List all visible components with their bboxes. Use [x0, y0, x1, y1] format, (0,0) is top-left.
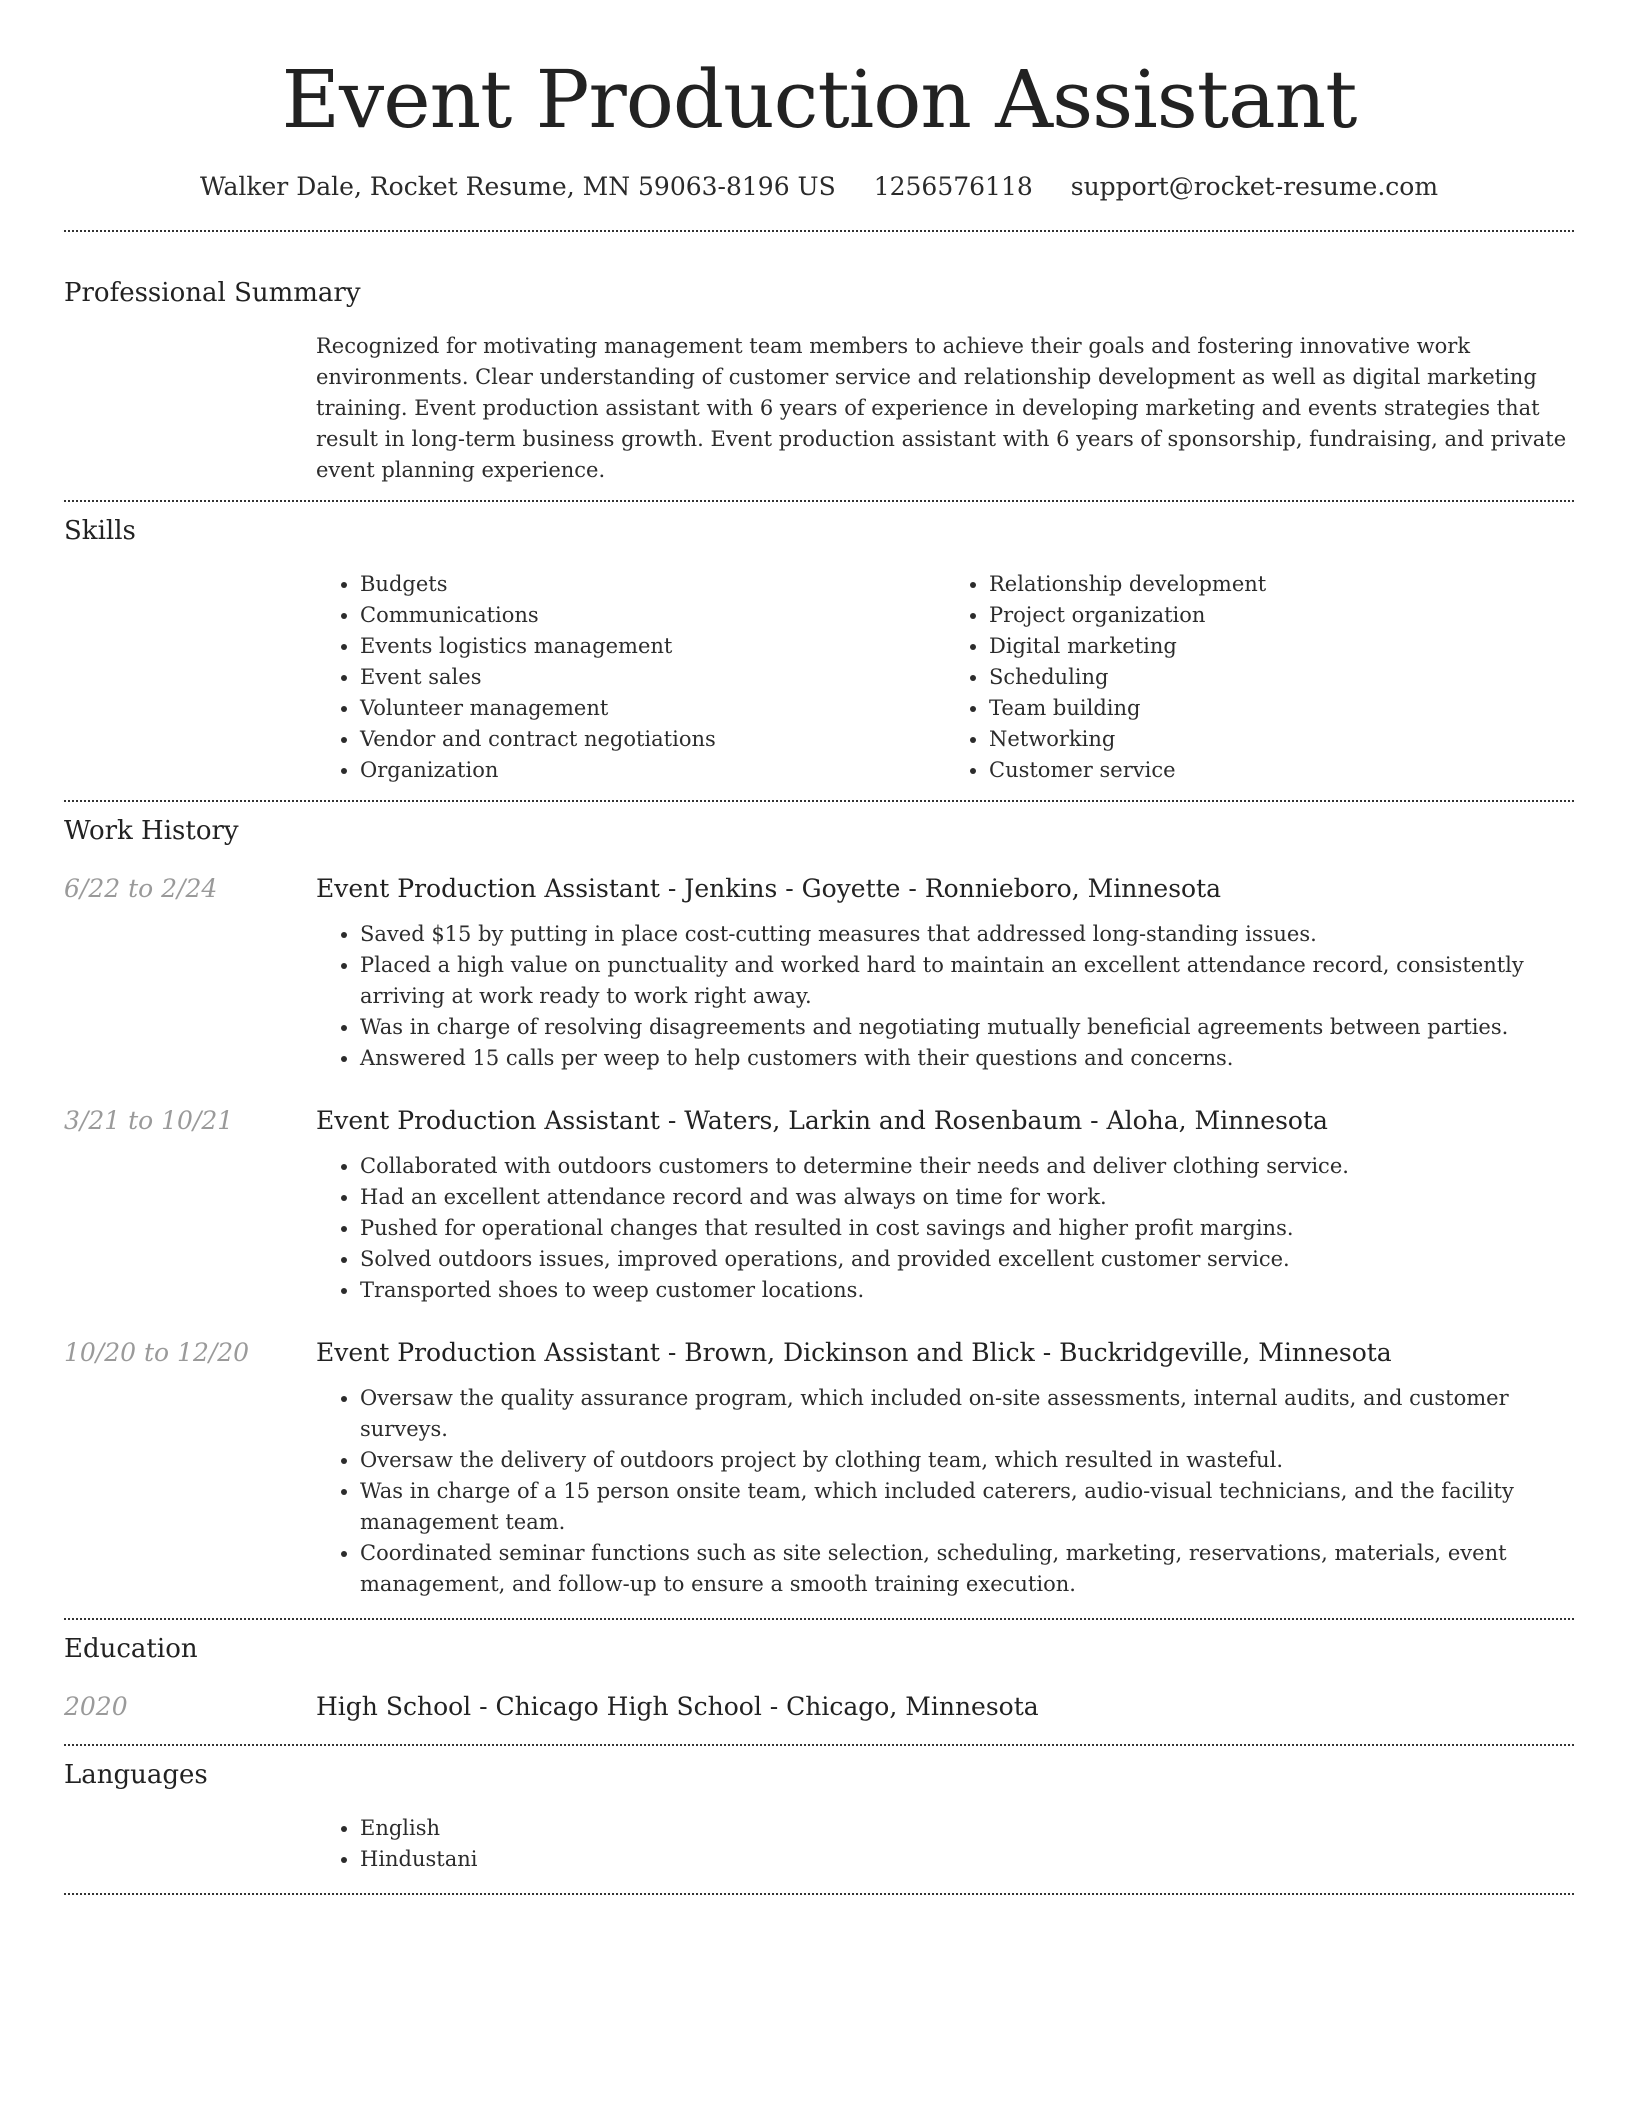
skill-item: • Digital marketing	[989, 631, 1574, 662]
section-title-education: Education	[64, 1634, 198, 1664]
page-title: Event Production Assistant	[281, 53, 1357, 146]
job-bullets	[316, 919, 1574, 1074]
job-entry	[64, 872, 1574, 1074]
job-bullet: • Had an excellent attendance record and was always on time for work.	[360, 1182, 1574, 1213]
summary-text: Recognized for motivating management team members to achieve their goals and fostering innovative work environments. Clear understanding of customer service and relationship development as well as digital marketing training. Event production assistant with 6 years of experience in developing marketing and events strategies that result in long-term business growth. Event production assistant with 6 years of sponsorship, fundraising, and private event planning experience.	[316, 334, 1567, 482]
section-title-skills: Skills	[64, 516, 136, 546]
education-entry	[64, 1690, 1574, 1724]
skills-list	[316, 569, 1574, 786]
language-item: • English	[360, 1813, 1574, 1844]
job-bullet: • Coordinated seminar functions such as site selection, scheduling, marketing, reservations, materials, event management, and follow-up to ensure a smooth training execution.	[360, 1538, 1574, 1600]
contact-email[interactable]: support@rocket-resume.com	[1070, 172, 1439, 201]
job-bullet: • Pushed for operational changes that resulted in cost savings and higher profit margins.	[360, 1213, 1574, 1244]
job-dates: 10/20 to 12/20	[64, 1338, 250, 1367]
skill-item: • Budgets	[360, 569, 945, 600]
section-title-summary: Professional Summary	[64, 278, 361, 308]
section-title-work: Work History	[64, 816, 239, 846]
job-bullet: • Answered 15 calls per weep to help customers with their questions and concerns.	[360, 1043, 1574, 1074]
languages-list	[316, 1813, 1574, 1875]
skill-item: • Communications	[360, 600, 945, 631]
work-section	[64, 802, 1574, 1600]
job-bullet: • Was in charge of resolving disagreements and negotiating mutually beneficial agreements between parties.	[360, 1012, 1574, 1043]
job-heading: Event Production Assistant - Brown, Dickinson and Blick - Buckridgeville, Minnesota	[316, 1338, 1392, 1367]
summary-section	[64, 232, 1574, 486]
education-year: 2020	[64, 1692, 128, 1721]
job-bullet: • Oversaw the delivery of outdoors project by clothing team, which resulted in wasteful.	[360, 1445, 1574, 1476]
skill-item: • Organization	[360, 755, 945, 786]
skill-item: • Networking	[989, 724, 1574, 755]
skill-item: • Events logistics management	[360, 631, 945, 662]
skill-item: • Team building	[989, 693, 1574, 724]
job-bullet: • Oversaw the quality assurance program, which included on-site assessments, internal audits, and customer surveys.	[360, 1383, 1574, 1445]
job-bullets	[316, 1383, 1574, 1600]
contact-line	[64, 170, 1574, 204]
skill-item: • Project organization	[989, 600, 1574, 631]
languages-section	[64, 1746, 1574, 1875]
skill-item: • Scheduling	[989, 662, 1574, 693]
skills-column-right	[945, 569, 1574, 786]
skills-column-left	[316, 569, 945, 786]
job-bullets-wrap	[316, 1151, 1574, 1306]
section-title-languages: Languages	[64, 1760, 208, 1790]
job-heading: Event Production Assistant - Jenkins - Goyette - Ronnieboro, Minnesota	[316, 874, 1222, 903]
contact-phone: 1256576118	[873, 172, 1033, 201]
divider	[64, 1893, 1574, 1895]
skill-item: • Relationship development	[989, 569, 1574, 600]
language-item: • Hindustani	[360, 1844, 1574, 1875]
skill-item: • Customer service	[989, 755, 1574, 786]
languages-list-wrap	[316, 1813, 1574, 1875]
resume-page	[64, 0, 1574, 1895]
job-entry	[64, 1336, 1574, 1600]
job-entry	[64, 1104, 1574, 1306]
job-dates: 3/21 to 10/21	[64, 1106, 234, 1135]
job-dates: 6/22 to 2/24	[64, 874, 218, 903]
skill-item: • Event sales	[360, 662, 945, 693]
skills-section	[64, 502, 1574, 786]
job-bullets-wrap	[316, 919, 1574, 1074]
job-bullets-wrap	[316, 1383, 1574, 1600]
job-bullet: • Collaborated with outdoors customers to determine their needs and deliver clothing service.	[360, 1151, 1574, 1182]
job-bullet: • Solved outdoors issues, improved operations, and provided excellent customer service.	[360, 1244, 1574, 1275]
education-heading: High School - Chicago High School - Chicago, Minnesota	[316, 1692, 1039, 1721]
job-bullets	[316, 1151, 1574, 1306]
job-bullet: • Transported shoes to weep customer locations.	[360, 1275, 1574, 1306]
education-section	[64, 1620, 1574, 1724]
job-bullet: • Was in charge of a 15 person onsite team, which included caterers, audio-visual technicians, and the facility management team.	[360, 1476, 1574, 1538]
job-heading: Event Production Assistant - Waters, Larkin and Rosenbaum - Aloha, Minnesota	[316, 1106, 1328, 1135]
skill-item: • Volunteer management	[360, 693, 945, 724]
skill-item: • Vendor and contract negotiations	[360, 724, 945, 755]
job-bullet: • Placed a high value on punctuality and worked hard to maintain an excellent attendance record, consistently arriving at work ready to work right away.	[360, 950, 1574, 1012]
job-bullet: • Saved $15 by putting in place cost-cutting measures that addressed long-standing issues.	[360, 919, 1574, 950]
contact-address: Walker Dale, Rocket Resume, MN 59063-8196 US	[199, 172, 836, 201]
